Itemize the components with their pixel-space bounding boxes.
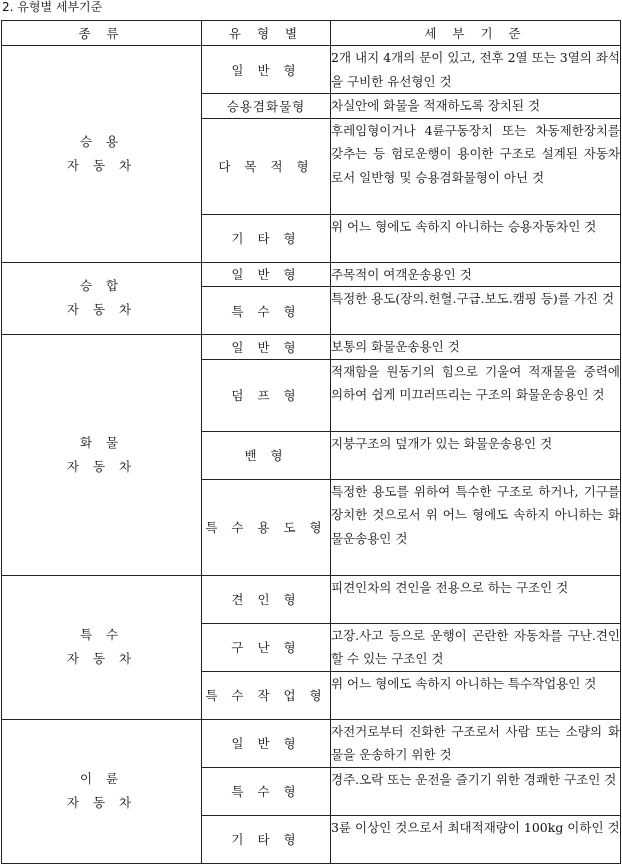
table-header-row <box>2 21 621 46</box>
subtype-cell: 일 반 형 <box>202 719 331 767</box>
detail-cell: 차실안에 화물을 적재하도록 장치된 것 <box>331 94 621 119</box>
column-header-type: 유 형 별 <box>202 21 331 46</box>
vehicle-kind-cell <box>2 335 202 576</box>
subtype-cell: 다 목 적 형 <box>202 118 331 214</box>
subtype-cell: 밴 형 <box>202 431 331 479</box>
vehicle-kind-label: 승 용 <box>79 133 124 149</box>
detail-cell: 주목적이 여객운송용인 것 <box>331 262 621 287</box>
subtype-cell: 특 수 형 <box>202 767 331 815</box>
detail-cell: 지붕구조의 덮개가 있는 화물운송용인 것 <box>331 431 621 479</box>
detail-cell: 경주.오락 또는 운전을 즐기기 위한 경쾌한 구조인 것 <box>331 767 621 815</box>
subtype-cell: 덤 프 형 <box>202 359 331 431</box>
detail-cell: 특정한 용도를 위하여 특수한 구조로 하거나, 기구를 장치한 것으로서 위 어느 형에도 속하지 아니하는 화물운송용인 것 <box>331 479 621 575</box>
vehicle-kind-label: 화 물 <box>79 434 124 450</box>
vehicle-kind-cell <box>2 262 202 335</box>
subtype-cell: 일 반 형 <box>202 262 331 287</box>
subtype-cell: 기 타 형 <box>202 214 331 262</box>
vehicle-type-table <box>1 20 621 864</box>
subtype-cell: 특 수 용 도 형 <box>202 479 331 575</box>
subtype-cell: 구 난 형 <box>202 623 331 671</box>
vehicle-kind-label: 특 수 <box>79 627 124 642</box>
detail-cell: 특정한 용도(장의.헌혈.구급.보도.캠핑 등)를 가진 것 <box>331 287 621 335</box>
table-row <box>2 335 621 360</box>
subtype-cell: 일 반 형 <box>202 335 331 360</box>
vehicle-kind-cell <box>2 719 202 863</box>
table-row <box>2 719 621 767</box>
table-row <box>2 46 621 94</box>
detail-cell: 위 어느 형에도 속하지 아니하는 특수작업용인 것 <box>331 671 621 719</box>
column-header-detail: 세 부 기 준 <box>331 21 621 46</box>
vehicle-kind-label: 승 합 <box>79 278 124 294</box>
vehicle-kind-label: 이 륜 <box>79 771 124 786</box>
subtype-cell: 기 타 형 <box>202 815 331 863</box>
detail-cell: 보통의 화물운송용인 것 <box>331 335 621 360</box>
table-row <box>2 575 621 623</box>
table-row <box>2 262 621 287</box>
vehicle-kind-label: 자 동 차 <box>66 157 137 173</box>
subtype-cell: 특 수 작 업 형 <box>202 671 331 719</box>
detail-cell: 3륜 이상인 것으로서 최대적재량이 100kg 이하인 것 <box>331 815 621 863</box>
detail-cell: 2개 내지 4개의 문이 있고, 전후 2열 또는 3열의 좌석을 구비한 유선형인 것 <box>331 46 621 94</box>
vehicle-kind-label: 자 동 차 <box>66 458 137 474</box>
vehicle-kind-cell <box>2 575 202 719</box>
detail-cell: 피견인차의 견인을 전용으로 하는 구조인 것 <box>331 575 621 623</box>
vehicle-kind-label: 자 동 차 <box>66 795 137 810</box>
detail-cell: 위 어느 형에도 속하지 아니하는 승용자동차인 것 <box>331 214 621 262</box>
section-heading: 2. 유형별 세부기준 <box>2 0 103 14</box>
detail-cell: 자전거로부터 진화한 구조로서 사람 또는 소량의 화물을 운송하기 위한 것 <box>331 719 621 767</box>
subtype-cell: 견 인 형 <box>202 575 331 623</box>
detail-cell: 적재함을 원동기의 힘으로 기울여 적재물을 중력에 의하여 쉽게 미끄러뜨리는 구조의 화물운송용인 것 <box>331 359 621 431</box>
detail-cell: 고장.사고 등으로 운행이 곤란한 자동차를 구난.견인 할 수 있는 구조인 것 <box>331 623 621 671</box>
column-header-kind: 종 류 <box>2 21 202 46</box>
subtype-cell: 일 반 형 <box>202 46 331 94</box>
vehicle-kind-cell <box>2 46 202 263</box>
vehicle-kind-label: 자 동 차 <box>66 302 137 318</box>
detail-cell: 후레임형이거나 4륜구동장치 또는 차동제한장치를 갖추는 등 험로운행이 용이한 구조로 설계된 자동차로서 일반형 및 승용겸화물형이 아닌 것 <box>331 118 621 214</box>
vehicle-kind-label: 자 동 차 <box>66 651 137 666</box>
subtype-cell: 특 수 형 <box>202 287 331 335</box>
subtype-cell: 승용겸화물형 <box>202 94 331 119</box>
